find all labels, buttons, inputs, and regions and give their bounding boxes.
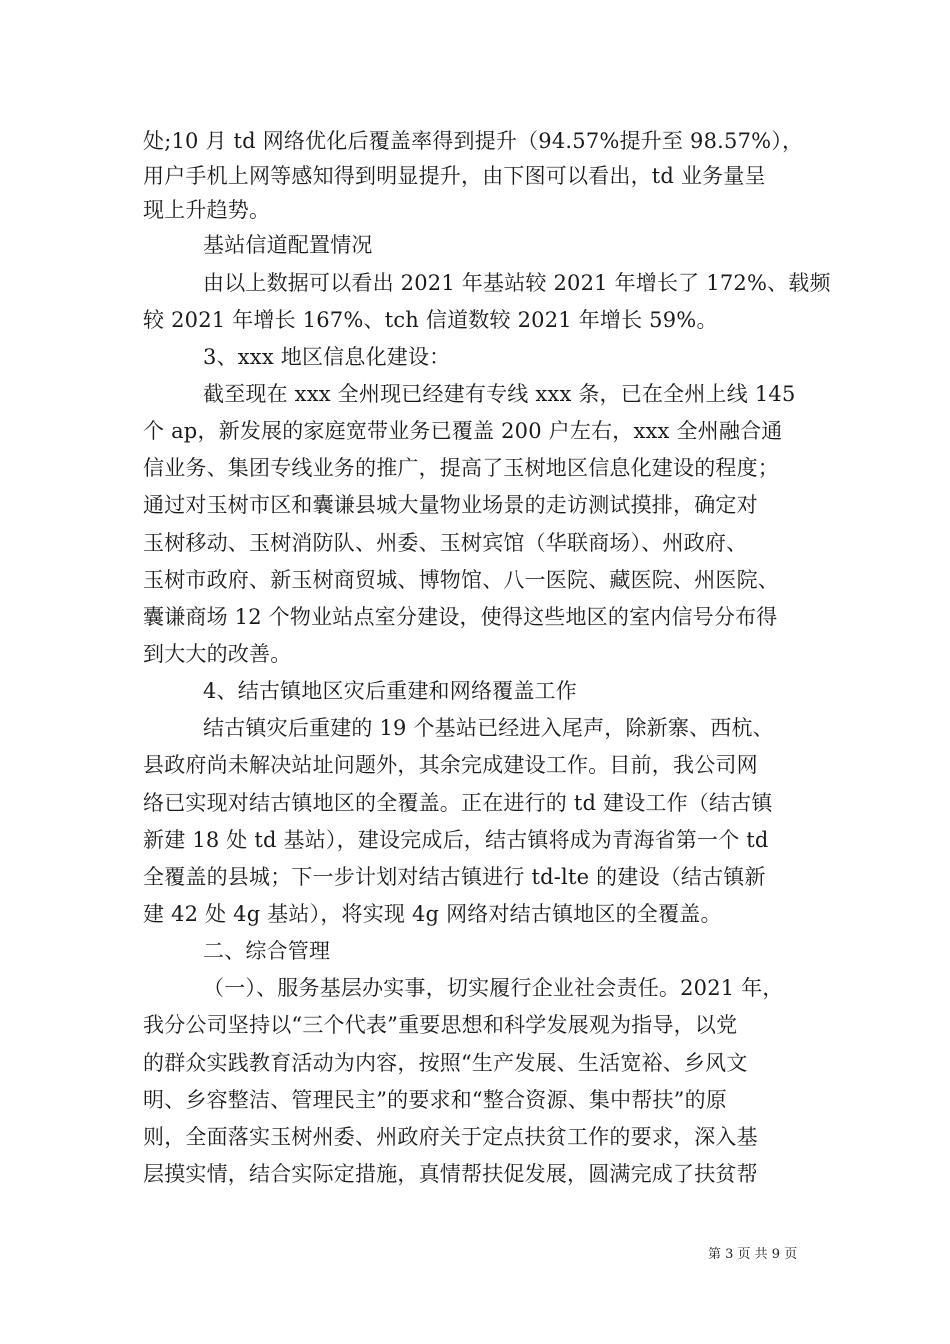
text-line: 结古镇灾后重建的 19 个基站已经进入尾声，除新寨、西杭、 <box>203 716 774 740</box>
text-line: 的群众实践教育活动为内容，按照“生产发展、生活宽裕、乡风文 <box>143 1051 748 1075</box>
text-line: 层摸实情，结合实际定措施，真情帮扶促发展，圆满完成了扶贫帮 <box>143 1162 758 1186</box>
text-line: 截至现在 xxx 全州现已经建有专线 xxx 条，已在全州上线 145 <box>203 382 796 406</box>
text-line: 通过对玉树市区和囊谦县城大量物业场景的走访测试摸排，确定对 <box>143 493 758 517</box>
section-heading: 基站信道配置情况 <box>203 233 373 257</box>
section-heading: 4、结古镇地区灾后重建和网络覆盖工作 <box>203 679 577 703</box>
text-line: 现上升趋势。 <box>143 198 271 222</box>
text-line: 处;10 月 td 网络优化后覆盖率得到提升（94.57%提升至 98.57%）， <box>143 129 804 153</box>
text-line: 络已实现对结古镇地区的全覆盖。正在进行的 td 建设工作（结古镇 <box>143 791 773 815</box>
text-line: 信业务、集团专线业务的推广，提高了玉树地区信息化建设的程度； <box>143 456 779 480</box>
text-line: 明、乡容整洁、管理民主”的要求和“整合资源、集中帮扶”的原 <box>143 1088 728 1112</box>
text-line: （一）、服务基层办实事，切实履行企业社会责任。2021 年， <box>203 976 784 1000</box>
text-line: 用户手机上网等感知得到明显提升，由下图可以看出，td 业务量呈 <box>143 164 766 188</box>
text-line: 则，全面落实玉树州委、州政府关于定点扶贫工作的要求，深入基 <box>143 1125 758 1149</box>
text-line: 玉树移动、玉树消防队、州委、玉树宾馆（华联商场）、州政府、 <box>143 531 748 555</box>
text-line: 全覆盖的县城；下一步计划对结古镇进行 td-lte 的建设（结古镇新 <box>143 865 766 889</box>
section-heading: 二、综合管理 <box>203 939 331 963</box>
text-line: 新建 18 处 td 基站），建设完成后，结古镇将成为青海省第一个 td <box>143 828 769 852</box>
text-line: 到大大的改善。 <box>143 642 292 666</box>
text-line: 个 ap，新发展的家庭宽带业务已覆盖 200 户左右，xxx 全州融合通 <box>143 419 783 443</box>
text-line: 较 2021 年增长 167%、tch 信道数较 2021 年增长 59%。 <box>143 308 718 332</box>
page-number: 第 3 页 共 9 页 <box>708 1247 798 1262</box>
text-line: 囊谦商场 12 个物业站点室分建设，使得这些地区的室内信号分布得 <box>143 605 778 629</box>
text-line: 玉树市政府、新玉树商贸城、博物馆、八一医院、藏医院、州医院、 <box>143 568 779 592</box>
text-line: 我分公司坚持以“三个代表”重要思想和科学发展观为指导，以党 <box>143 1013 738 1037</box>
section-heading: 3、xxx 地区信息化建设： <box>203 345 451 369</box>
text-line: 由以上数据可以看出 2021 年基站较 2021 年增长了 172%、载频 <box>203 271 831 295</box>
text-line: 县政府尚未解决站址问题外，其余完成建设工作。目前，我公司网 <box>143 753 758 777</box>
text-line: 建 42 处 4g 基站），将实现 4g 网络对结古镇地区的全覆盖。 <box>143 902 722 926</box>
